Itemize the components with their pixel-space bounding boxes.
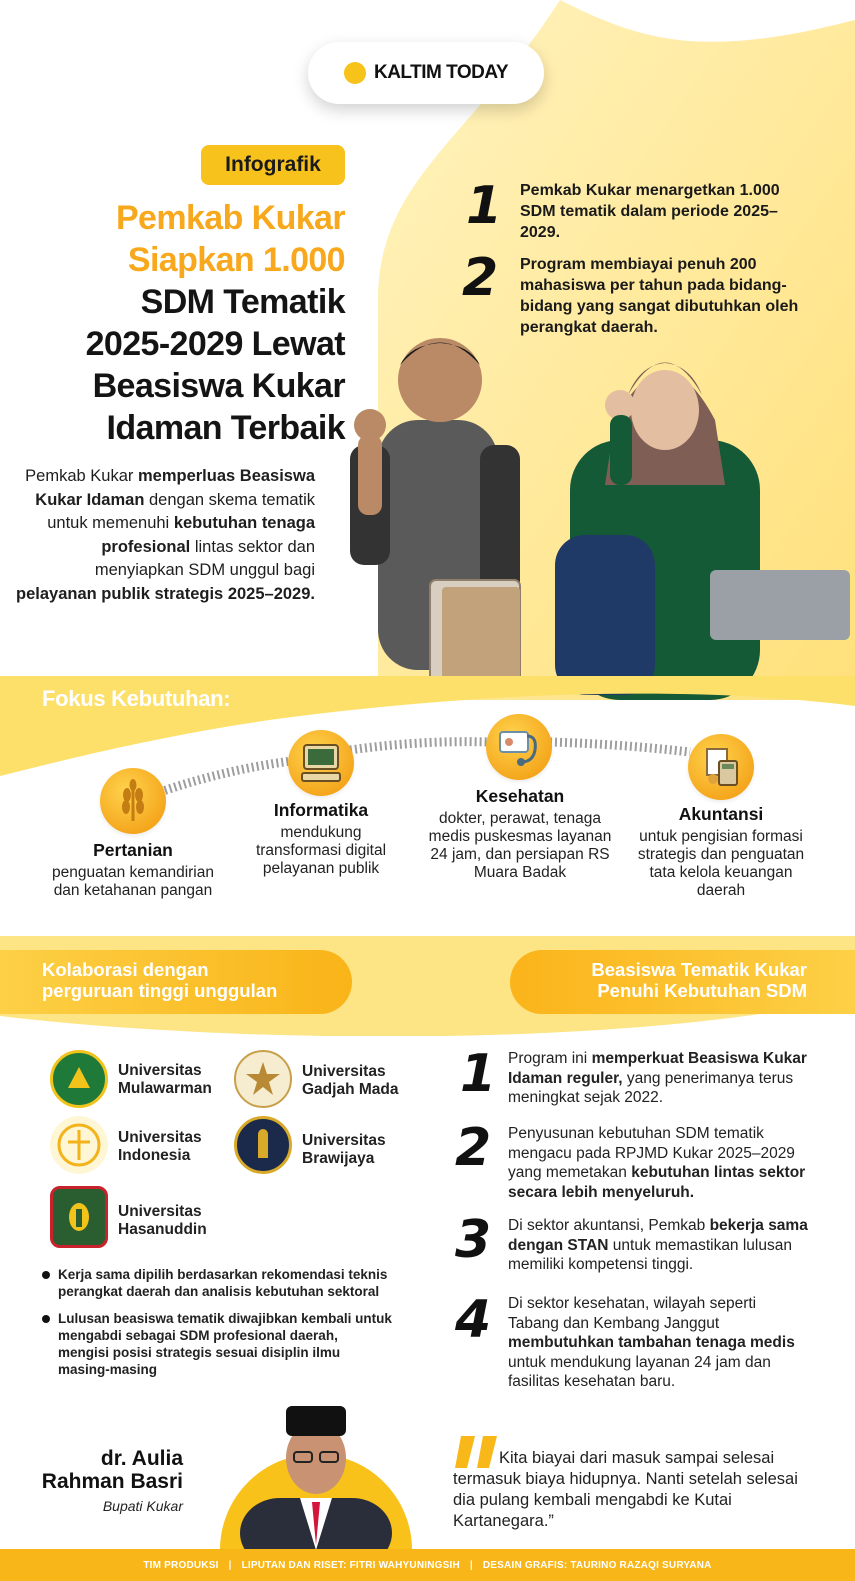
credits-footer bbox=[0, 1549, 855, 1581]
bullet-icon bbox=[42, 1271, 50, 1279]
bullet-item bbox=[42, 1310, 392, 1378]
title-line: Pemkab Kukar bbox=[115, 199, 345, 237]
brand-name: KALTIM TODAY bbox=[373, 62, 509, 83]
infografik-tag: Infografik bbox=[201, 145, 345, 185]
fokus-desc: mendukung transformasi digital pelayanan publik bbox=[255, 824, 387, 877]
point-number: 1 bbox=[466, 176, 503, 236]
fokus-title: Fokus Kebutuhan: bbox=[42, 686, 231, 711]
point-number: 2 bbox=[462, 248, 499, 308]
university-name-line: Universitas bbox=[302, 1063, 386, 1080]
lead-bold: memperluas Beasiswa Kukar Idaman bbox=[35, 467, 315, 509]
tematik-text: Di sektor kesehatan, wilayah seperti Tabang dan Kembang Janggut bbox=[508, 1295, 757, 1332]
lead-paragraph bbox=[15, 465, 315, 606]
tematik-number: 1 bbox=[460, 1044, 497, 1104]
unmul-logo-icon bbox=[50, 1050, 108, 1108]
bullet-text: Kerja sama dipilih berdasarkan rekomendasi teknis perangkat daerah dan analisis kebutuhan sektoral bbox=[58, 1267, 388, 1299]
tematik-item bbox=[508, 1049, 808, 1108]
fokus-desc: penguatan kemandirian dan ketahanan pangan bbox=[51, 864, 214, 899]
bullet-item bbox=[42, 1266, 392, 1300]
university-name-line: Mulawarman bbox=[118, 1080, 212, 1097]
fokus-name: Pertanian bbox=[93, 840, 173, 860]
title-line: Siapkan 1.000 bbox=[127, 241, 345, 279]
brand-logo[interactable] bbox=[308, 42, 544, 104]
tematik-text: untuk memastikan lulusan memiliki kompetensi tinggi. bbox=[508, 1236, 792, 1273]
university-name bbox=[118, 1129, 202, 1165]
bullet-icon bbox=[42, 1315, 50, 1323]
footer-team: TIM PRODUKSI bbox=[143, 1559, 219, 1571]
kolaborasi-title-line: perguruan tinggi unggulan bbox=[42, 980, 278, 1001]
university-name-line: Universitas bbox=[302, 1132, 386, 1149]
ub-logo-icon bbox=[234, 1116, 292, 1174]
university-name bbox=[302, 1132, 386, 1168]
kolaborasi-title bbox=[42, 959, 277, 1001]
tematik-text: Penyusunan kebutuhan SDM tematik mengacu pada RPJMD Kukar 2025–2029 yang memetakan bbox=[508, 1125, 795, 1181]
point-text: Pemkab Kukar menargetkan 1.000 SDM tematik dalam periode 2025–2029. bbox=[520, 182, 780, 241]
person-name-line: dr. Aulia bbox=[100, 1447, 183, 1470]
tematik-text: untuk mendukung layanan 24 jam dan fasilitas kesehatan baru. bbox=[508, 1353, 771, 1390]
university-name-line: Universitas bbox=[118, 1062, 202, 1079]
lead-text: Pemkab Kukar bbox=[25, 467, 138, 485]
tematik-bold: kebutuhan lintas sektor secara lebih menyeluruh. bbox=[508, 1164, 806, 1201]
tematik-bold: bekerja sama dengan STAN bbox=[508, 1217, 808, 1254]
fokus-name: Informatika bbox=[273, 800, 369, 820]
tematik-text: yang penerimanya terus meningkat sejak 2022. bbox=[508, 1069, 794, 1106]
lead-bold: pelayanan publik strategis 2025–2029. bbox=[16, 584, 315, 603]
computer-icon bbox=[288, 730, 354, 796]
students-illustration bbox=[330, 325, 855, 700]
fokus-name: Akuntansi bbox=[678, 804, 764, 824]
unhas-logo-icon bbox=[50, 1186, 108, 1248]
brand-dot-icon bbox=[344, 62, 366, 84]
tematik-item bbox=[508, 1294, 808, 1392]
tematik-number: 2 bbox=[455, 1118, 492, 1178]
ugm-logo-icon bbox=[234, 1050, 292, 1108]
bupati-portrait bbox=[220, 1400, 412, 1550]
calculator-icon bbox=[688, 734, 754, 800]
tematik-text: Program ini bbox=[508, 1050, 592, 1067]
university-name-line: Hasanuddin bbox=[118, 1221, 207, 1238]
university-name-line: Brawijaya bbox=[302, 1150, 375, 1167]
ui-logo-icon bbox=[50, 1116, 108, 1174]
stethoscope-icon bbox=[486, 714, 552, 780]
tematik-title bbox=[591, 959, 807, 1001]
kolaborasi-title-line: Kolaborasi dengan bbox=[42, 959, 209, 980]
footer-separator: | bbox=[469, 1559, 473, 1571]
title-line: SDM Tematik bbox=[140, 283, 345, 321]
page-title bbox=[25, 197, 345, 449]
tematik-bold: memperkuat Beasiswa Kukar Idaman reguler, bbox=[508, 1050, 807, 1087]
tematik-text: Di sektor akuntansi, Pemkab bbox=[508, 1217, 710, 1234]
footer-design: DESAIN GRAFIS: TAURINO RAZAQI SURYANA bbox=[482, 1559, 712, 1571]
title-line: Idaman Terbaik bbox=[106, 409, 345, 447]
university-name bbox=[118, 1062, 212, 1098]
tematik-item bbox=[508, 1124, 808, 1202]
fokus-desc: untuk pengisian formasi strategis dan penguatan tata kelola keuangan daerah bbox=[637, 828, 805, 899]
kolaborasi-bullets bbox=[42, 1266, 392, 1378]
bullet-text: Lulusan beasiswa tematik diwajibkan kembali untuk mengabdi sebagai SDM profesional daerah, mengisi posisi strategis sesuai disiplin ilmu masing-masing bbox=[58, 1311, 392, 1377]
tematik-bold: membutuhkan tambahan tenaga medis bbox=[508, 1334, 795, 1351]
university-name-line: Universitas bbox=[118, 1203, 202, 1220]
wheat-icon bbox=[100, 768, 166, 834]
university-name bbox=[302, 1063, 398, 1099]
tematik-title-line: Beasiswa Tematik Kukar bbox=[591, 959, 807, 980]
person-name bbox=[42, 1447, 183, 1493]
person-name-line: Rahman Basri bbox=[41, 1470, 183, 1493]
footer-research: LIPUTAN DAN RISET: FITRI WAHYUNINGSIH bbox=[241, 1559, 460, 1571]
lead-bold: kebutuhan tenaga profesional bbox=[101, 514, 315, 556]
title-line: 2025-2029 Lewat bbox=[85, 325, 345, 363]
quote-text: Kita biayai dari masuk sampai selesai termasuk biaya hidupnya. Nanti setelah selesai dia pulang kembali mengabdi ke Kutai Kartanegara.” bbox=[453, 1449, 798, 1530]
university-name-line: Indonesia bbox=[118, 1147, 191, 1164]
person-role: Bupati Kukar bbox=[102, 1498, 183, 1514]
tematik-number: 3 bbox=[455, 1210, 492, 1270]
university-name bbox=[118, 1203, 207, 1239]
lead-text: dengan skema tematik untuk memenuhi bbox=[47, 490, 315, 532]
university-name-line: Gadjah Mada bbox=[302, 1081, 399, 1098]
title-line: Beasiswa Kukar bbox=[92, 367, 345, 405]
tematik-item bbox=[508, 1216, 808, 1275]
lead-text: lintas sektor dan menyiapkan SDM unggul bagi bbox=[94, 537, 315, 579]
fokus-desc: dokter, perawat, tenaga medis puskesmas layanan 24 jam, dan persiapan RS Muara Badak bbox=[428, 810, 612, 881]
fokus-name: Kesehatan bbox=[475, 786, 565, 806]
point-text: Program membiayai penuh 200 mahasiswa per tahun pada bidang-bidang yang sangat dibutuhkan oleh perangkat daerah. bbox=[520, 256, 799, 336]
tematik-number: 4 bbox=[455, 1290, 492, 1350]
tematik-title-line: Penuhi Kebutuhan SDM bbox=[597, 980, 807, 1001]
footer-separator: | bbox=[228, 1559, 232, 1571]
university-name-line: Universitas bbox=[118, 1129, 202, 1146]
